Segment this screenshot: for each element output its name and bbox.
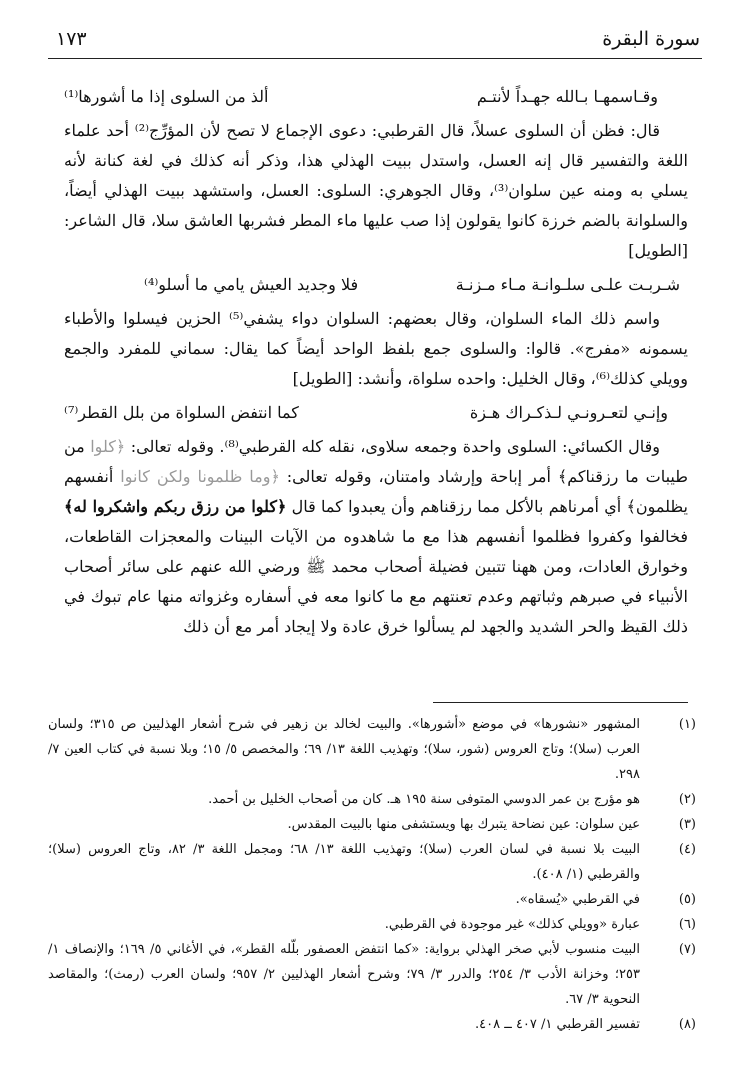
footnote xyxy=(48,887,702,912)
main-text xyxy=(64,78,688,642)
footnote-text: عين سلوان: عين نضاحة يتبرك بها ويستشفى منها بالبيت المقدس. xyxy=(287,817,640,832)
footnote xyxy=(48,812,702,837)
footnote xyxy=(48,712,702,787)
footnotes xyxy=(48,712,702,1037)
footnote xyxy=(48,912,702,937)
verse-hemistich-first: وقـاسمهـا بـالله جهـداً لأنتـم xyxy=(476,87,658,106)
verse-hemistich-second: فلا وجديد العيش يامي ما أسلو⁽⁴⁾ xyxy=(144,275,359,294)
paragraph xyxy=(64,432,688,642)
paragraph: واسم ذلك الماء السلوان، وقال بعضهم: السلوان دواء يشفي⁽⁵⁾ الحزين فيسلوا والأطباء يسمونه «مفرج». قالوا: والسلوى جمع بلفظ الواحد أيضاً كما يقال: سماني للمفرد والجمع وويلي كذلك⁽⁶⁾، وقال الخليل: واحده سلواة، وأنشد: [الطويل] xyxy=(64,309,688,388)
poem-verse xyxy=(64,270,688,300)
paragraph-text: أنفسهم يظلمون﴾ أي أمرناهم بالأكل مما رزقناهم وأن يعبدوا كما قال xyxy=(64,467,689,516)
footnote xyxy=(48,787,702,812)
verse-hemistich-first: شـربـت علـى سلـوانـة مـاء مـزنـة xyxy=(455,275,680,294)
footnote-text: المشهور «نشورها» في موضع «أشورها». والبيت لخالد بن زهير في شرح أشعار الهذليين ص ٣١٥؛ ولسان العرب (سلا)؛ وتاج العروس (شور، سلا)؛ وتهذيب اللغة ١٣/ ٦٩؛ والمخصص ٥/ ١٥؛ وبلا نسبة في كتاب العين ٧/ ٢٩٨. xyxy=(48,717,641,782)
footnote-text: البيت بلا نسبة في لسان العرب (سلا)؛ وتهذيب اللغة ١٣/ ٦٨؛ ومجمل اللغة ٣/ ٨٢، وتاج العروس (سلا)؛ والقرطبي (١/ ٤٠٨). xyxy=(48,842,641,882)
poem-verse xyxy=(64,398,688,428)
footnote xyxy=(48,837,702,887)
footnote xyxy=(48,1012,702,1037)
page-header xyxy=(48,24,702,59)
footnote-separator xyxy=(433,702,688,703)
footnote-number: (٤) xyxy=(678,842,696,857)
footnote-number: (٢) xyxy=(678,792,696,807)
paragraph: قال: فظن أن السلوى عسلاً، قال القرطبي: دعوى الإجماع لا تصح لأن المؤرِّج⁽²⁾ أحد علماء اللغة والتفسير قال إنه العسل، واستدل ببيت الهذلي هذا، وذكر أنه كذلك في لغة كنانة لأنه يسلي به ومنه عين سلوان⁽³⁾، وقال الجوهري: السلوى: العسل، واستشهد ببيت الهذلي أيضاً، والسلوانة بالضم خرزة كانوا يقولون إذا صب عليها ماء المطر فشربها العاشق سلا، قال الشاعر: [الطويل] xyxy=(64,121,688,260)
footnote-text: البيت منسوب لأبي صخر الهذلي برواية: «كما انتفض العصفور بلّله القطر»، في الأغاني ٥/ ١٦٩؛ والإنصاف ١/ ٢٥٣؛ وخزانة الأدب ٣/ ٢٥٤؛ والدرر ٣/ ٧٩؛ وشرح أشعار الهذليين ٢/ ٩٥٧؛ ولسان العرب (رمث)؛ والمقاصد النحوية ٣/ ٦٧. xyxy=(48,942,641,1007)
quran-quote: ﴿كلوا xyxy=(90,437,131,456)
chapter-title: سورة البقرة xyxy=(602,28,700,50)
footnote-number: (٧) xyxy=(678,942,696,957)
footnote-number: (٥) xyxy=(678,892,696,907)
paragraph-text: فخالفوا وكفروا فظلموا أنفسهم هذا مع ما شاهدوه من الآيات البينات والمعجزات القاطعات، وخوارق العادات، ومن ههنا تتبين فضيلة أصحاب محمد ﷺ ورضي الله عنهم على سائر أصحاب الأنبياء في صبرهم وثباتهم وعدم تعنتهم مع ما كانوا معه في أسفاره وغزواته منها عام تبوك في ذلك القيظ والحر الشديد والجهد لم يسألوا خرق عادة ولا إيجاد أمر مع أن ذلك xyxy=(64,527,688,636)
footnote-number: (١) xyxy=(678,717,696,732)
footnote-number: (٦) xyxy=(678,917,696,932)
page-number: ١٧٣ xyxy=(56,28,87,50)
footnote-number: (٨) xyxy=(678,1017,696,1032)
quran-quote: ﴿كلوا من رزق ربكم واشكروا له﴾ xyxy=(64,497,287,516)
quran-quote: ﴿وما ظلمونا ولكن كانوا xyxy=(120,467,287,486)
poem-verse xyxy=(64,82,688,112)
verse-hemistich-second: كما انتفض السلواة من بلل القطر⁽⁷⁾ xyxy=(64,403,299,422)
footnote-text: تفسير القرطبي ١/ ٤٠٧ ــ ٤٠٨. xyxy=(474,1017,640,1032)
footnote-text: عبارة «وويلي كذلك» غير موجودة في القرطبي. xyxy=(384,917,640,932)
verse-hemistich-second: ألذ من السلوى إذا ما أشورها⁽¹⁾ xyxy=(64,87,269,106)
footnote-text: في القرطبي «يُسقاه». xyxy=(515,892,640,907)
footnote-number: (٣) xyxy=(678,817,696,832)
footnote xyxy=(48,937,702,1012)
verse-hemistich-first: وإنـي لتعـرونـي لـذكـراك هـزة xyxy=(469,403,668,422)
paragraph-text: من طيبات ما رزقناكم﴾ أمر إباحة وإرشاد وامتنان، وقوله تعالى: xyxy=(64,437,688,486)
footnote-text: هو مؤرج بن عمر الدوسي المتوفى سنة ١٩٥ هـ. كان من أصحاب الخليل بن أحمد. xyxy=(208,792,640,807)
paragraph-text: وقال الكسائي: السلوى واحدة وجمعه سلاوى، نقله كله القرطبي⁽⁸⁾. وقوله تعالى: xyxy=(130,437,661,456)
